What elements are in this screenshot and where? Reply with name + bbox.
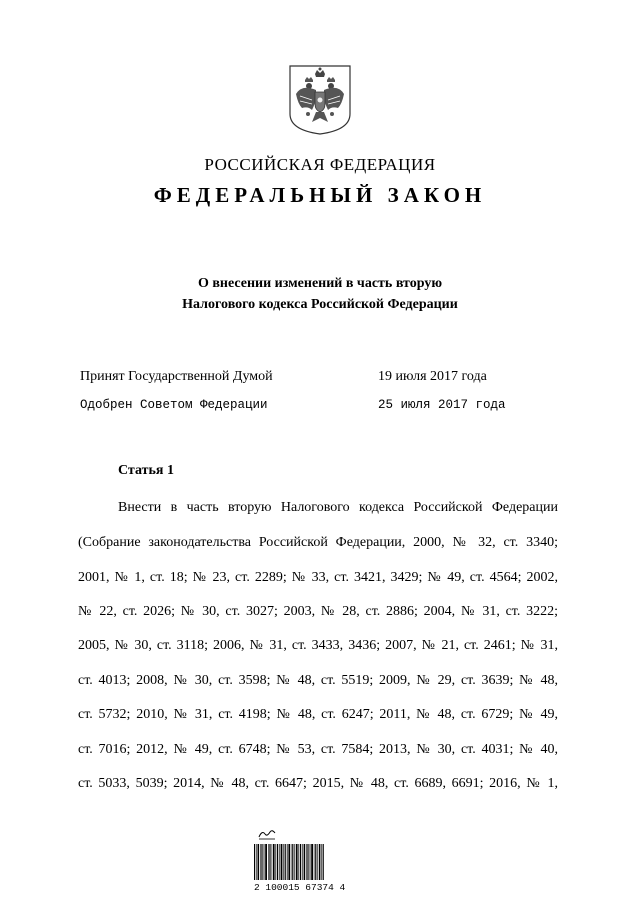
duma-adoption-date: 19 июля 2017 года — [378, 369, 487, 384]
article-text-line: 2001, № 1, ст. 18; № 23, ст. 2289; № 33, ст. 3421, 3429; № 49, ст. 4564; 2002, — [78, 570, 558, 585]
law-title-line-1: О внесении изменений в часть вторую — [197, 276, 443, 291]
law-title-line-2: Налогового кодекса Российской Федерации — [182, 297, 458, 312]
barcode-icon — [254, 844, 324, 880]
article-text-line: (Собрание законодательства Российской Федерации, 2000, № 32, ст. 3340; — [78, 535, 558, 550]
article-text-line: № 22, ст. 2026; № 30, ст. 3027; 2003, № 28, ст. 2886; 2004, № 31, ст. 3222; — [78, 604, 558, 619]
country-name: РОССИЙСКАЯ ФЕДЕРАЦИЯ — [204, 155, 436, 174]
russian-coat-of-arms-icon — [288, 64, 352, 136]
handwritten-mark-icon — [258, 828, 276, 840]
article-text-line: ст. 5033, 5039; 2014, № 48, ст. 6647; 2015, № 48, ст. 6689, 6691; 2016, № 1, — [78, 776, 558, 791]
article-text-line: ст. 7016; 2012, № 49, ст. 6748; № 53, ст. 7584; 2013, № 30, ст. 4031; № 40, — [78, 742, 558, 757]
article-text-line: ст. 4013; 2008, № 30, ст. 3598; № 48, ст. 5519; 2009, № 29, ст. 3639; № 48, — [78, 673, 558, 688]
article-heading: Статья 1 — [118, 463, 174, 478]
article-text-line: ст. 5732; 2010, № 31, ст. 4198; № 48, ст. 6247; 2011, № 48, ст. 6729; № 49, — [78, 707, 558, 722]
article-text-line: 2005, № 30, ст. 3118; 2006, № 31, ст. 3433, 3436; 2007, № 21, ст. 2461; № 31, — [78, 638, 558, 653]
council-approval-label: Одобрен Советом Федерации — [80, 398, 268, 412]
law-title — [0, 273, 640, 315]
article-text-line: Внести в часть вторую Налогового кодекса Российской Федерации — [118, 500, 558, 515]
duma-adoption-label: Принят Государственной Думой — [80, 369, 273, 384]
document-type: ФЕДЕРАЛЬНЫЙ ЗАКОН — [153, 183, 487, 207]
council-approval-date: 25 июля 2017 года — [378, 398, 506, 412]
barcode-number: 2 100015 67374 4 — [254, 882, 346, 893]
